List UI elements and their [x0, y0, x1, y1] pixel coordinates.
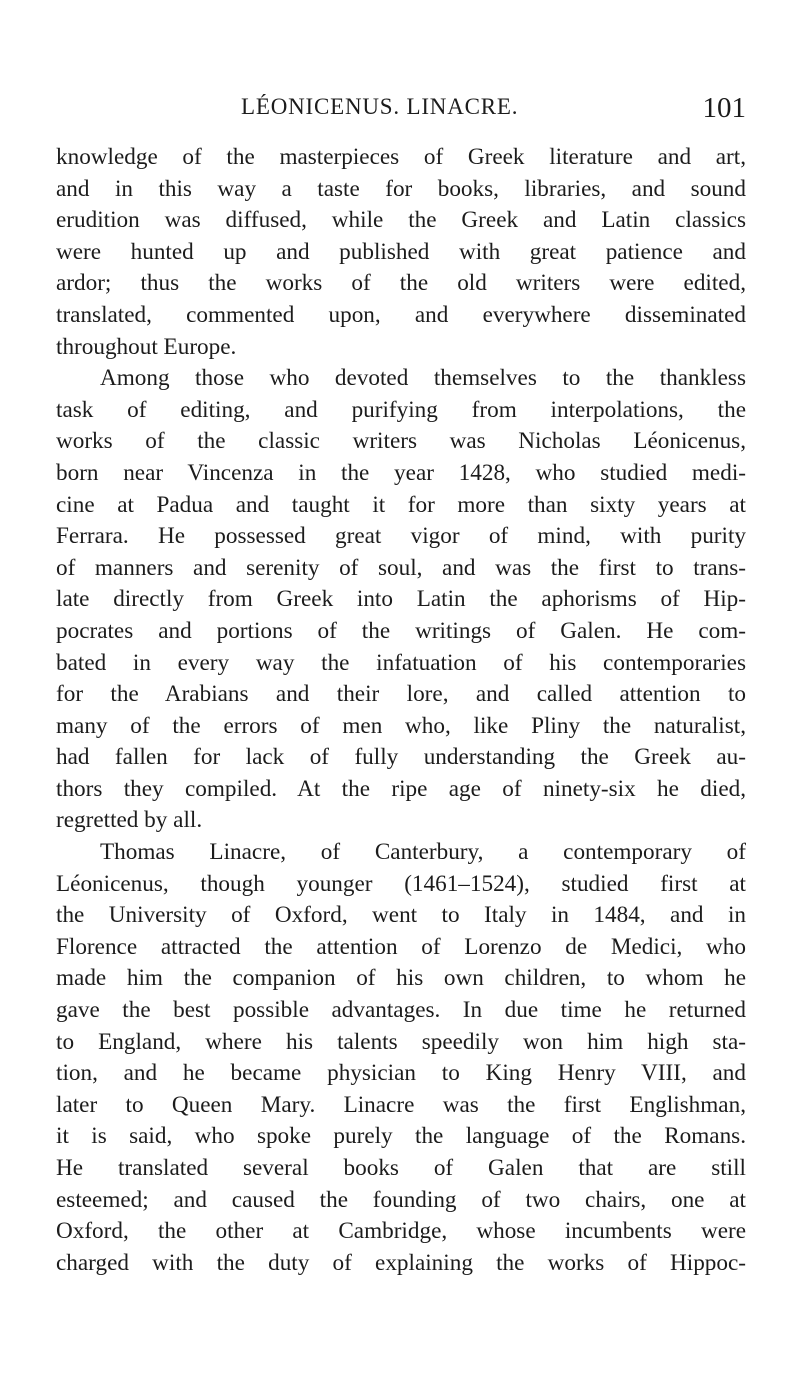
text-line: ardor; thus the works of the old writers were edited,	[56, 270, 746, 297]
text-line: cine at Padua and taught it for more than sixty years at	[56, 491, 746, 518]
page-number: 101	[702, 92, 746, 124]
text-line: task of editing, and purifying from interpolations, the	[56, 396, 746, 423]
text-line: works of the classic writers was Nicholas Léonicenus,	[56, 428, 746, 455]
text-line: born near Vincenza in the year 1428, who studied medi-	[56, 459, 746, 486]
text-line: Thomas Linacre, of Canterbury, a contemporary of	[100, 839, 746, 866]
text-line: thors they compiled. At the ripe age of ninety-six he died,	[56, 775, 746, 802]
text-line: knowledge of the masterpieces of Greek literature and art,	[56, 144, 746, 170]
text-line: it is said, who spoke purely the language of the Romans.	[56, 1123, 746, 1150]
text-line: translated, commented upon, and everywhere disseminated	[56, 301, 746, 328]
running-title: LÉONICENUS. LINACRE.	[241, 94, 519, 119]
text-line: later to Queen Mary. Linacre was the first Englishman,	[56, 1091, 746, 1118]
text-line: for the Arabians and their lore, and called attention to	[56, 681, 746, 708]
text-line: bated in every way the infatuation of his contemporaries	[56, 649, 746, 676]
text-line: had fallen for lack of fully understanding the Greek au-	[56, 744, 746, 771]
text-line: Among those who devoted themselves to the thankless	[100, 365, 746, 392]
text-line: and in this way a taste for books, libraries, and sound	[56, 175, 746, 202]
text-line: of manners and serenity of soul, and was the first to trans-	[56, 554, 746, 581]
text-line: charged with the duty of explaining the works of Hippoc-	[56, 1249, 746, 1276]
text-line: the University of Oxford, went to Italy in 1484, and in	[56, 902, 746, 929]
text-line: late directly from Greek into Latin the aphorisms of Hip-	[56, 586, 746, 613]
text-line: regretted by all.	[56, 807, 203, 834]
text-line: made him the companion of his own children, to whom he	[56, 965, 746, 992]
text-line: esteemed; and caused the founding of two chairs, one at	[56, 1186, 746, 1213]
text-line: to England, where his talents speedily won him high sta-	[56, 1028, 746, 1055]
text-line: were hunted up and published with great patience and	[56, 238, 746, 265]
text-line: gave the best possible advantages. In due time he returned	[56, 997, 746, 1024]
text-line: Ferrara. He possessed great vigor of mind, with purity	[56, 523, 746, 550]
text-line: erudition was diffused, while the Greek and Latin classics	[56, 207, 746, 234]
text-line: pocrates and portions of the writings of Galen. He com-	[56, 617, 746, 644]
running-head	[56, 92, 746, 126]
body-text	[56, 142, 746, 1279]
text-line: throughout Europe.	[56, 333, 237, 360]
text-line: He translated several books of Galen that are still	[56, 1155, 746, 1181]
text-line: many of the errors of men who, like Pliny the naturalist,	[56, 712, 746, 739]
text-line: Léonicenus, though younger (1461–1524), studied first at	[56, 870, 746, 897]
text-line: Oxford, the other at Cambridge, whose incumbents were	[56, 1218, 746, 1245]
text-line: Florence attracted the attention of Lorenzo de Medici, who	[56, 933, 746, 960]
text-line: tion, and he became physician to King Henry VIII, and	[56, 1060, 746, 1087]
